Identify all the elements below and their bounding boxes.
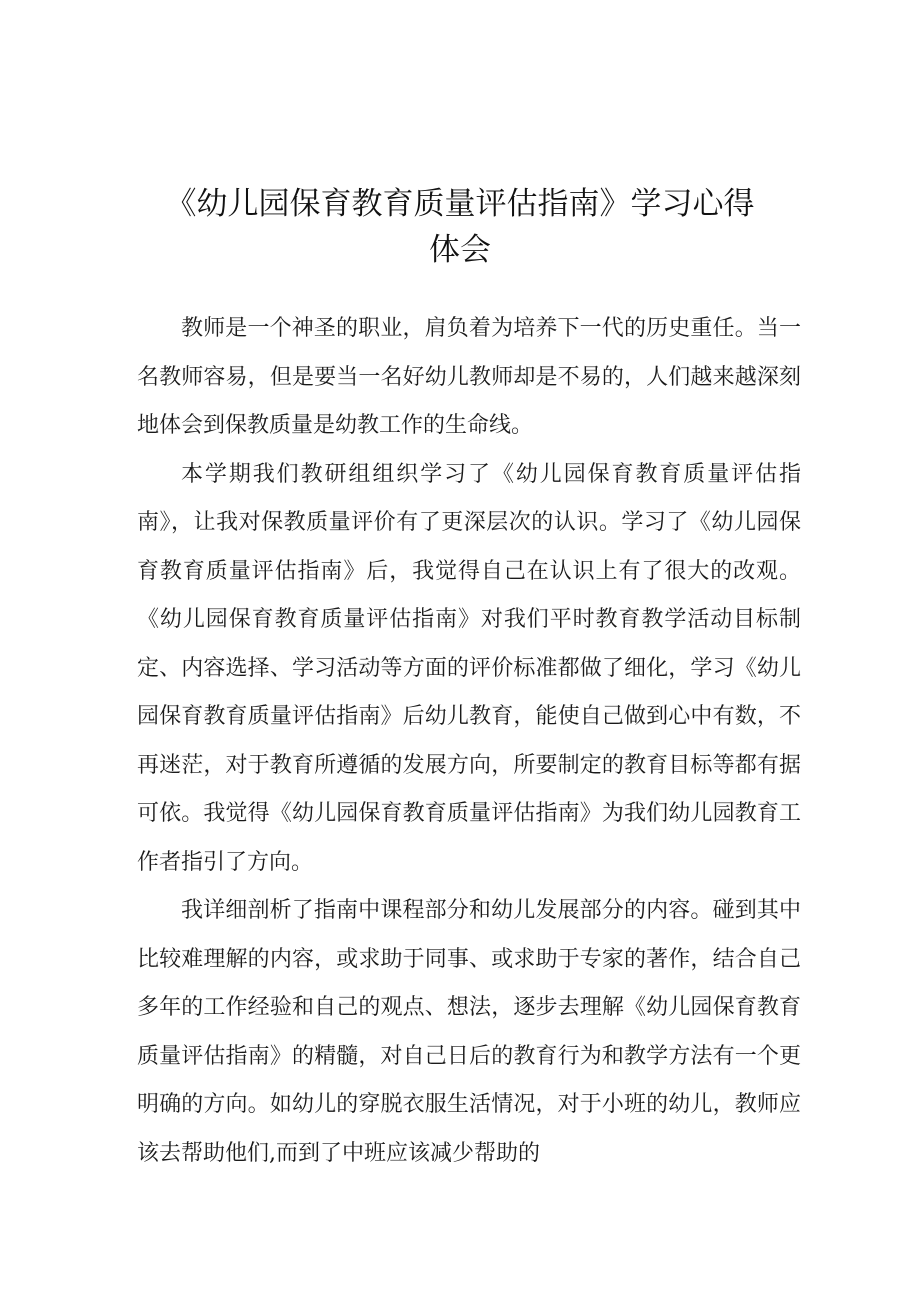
document-body: [137, 305, 801, 1178]
title-line-2: 体会: [429, 231, 491, 268]
paragraph-1: 教师是一个神圣的职业，肩负着为培养下一代的历史重任。当一名教师容易，但是要当一名好幼儿教师却是不易的，人们越来越深刻地体会到保教质量是幼教工作的生命线。: [137, 316, 801, 438]
paragraph-3: 我详细剖析了指南中课程部分和幼儿发展部分的内容。碰到其中比较难理解的内容，或求助于同事、或求助于专家的著作，结合自己多年的工作经验和自己的观点、想法，逐步去理解《幼儿园保育教育质量评估指南》的精髓，对自己日后的教育行为和教学方法有一个更明确的方向。如幼儿的穿脱衣服生活情况，对于小班的幼儿，教师应该去帮助他们,而到了中班应该减少帮助的: [137, 898, 801, 1166]
title-line-1: 《幼儿园保育教育质量评估指南》学习心得: [165, 185, 755, 222]
document-title: [100, 181, 820, 273]
paragraph-2: 本学期我们教研组组织学习了《幼儿园保育教育质量评估指南》，让我对保教质量评价有了更深层次的认识。学习了《幼儿园保育教育质量评估指南》后，我觉得自己在认识上有了很大的改观。《幼儿园保育教育质量评估指南》对我们平时教育教学活动目标制定、内容选择、学习活动等方面的评价标准都做了细化，学习《幼儿园保育教育质量评估指南》后幼儿教育，能使自己做到心中有数，不再迷茫，对于教育所遵循的发展方向，所要制定的教育目标等都有据可依。我觉得《幼儿园保育教育质量评估指南》为我们幼儿园教育工作者指引了方向。: [137, 461, 801, 875]
